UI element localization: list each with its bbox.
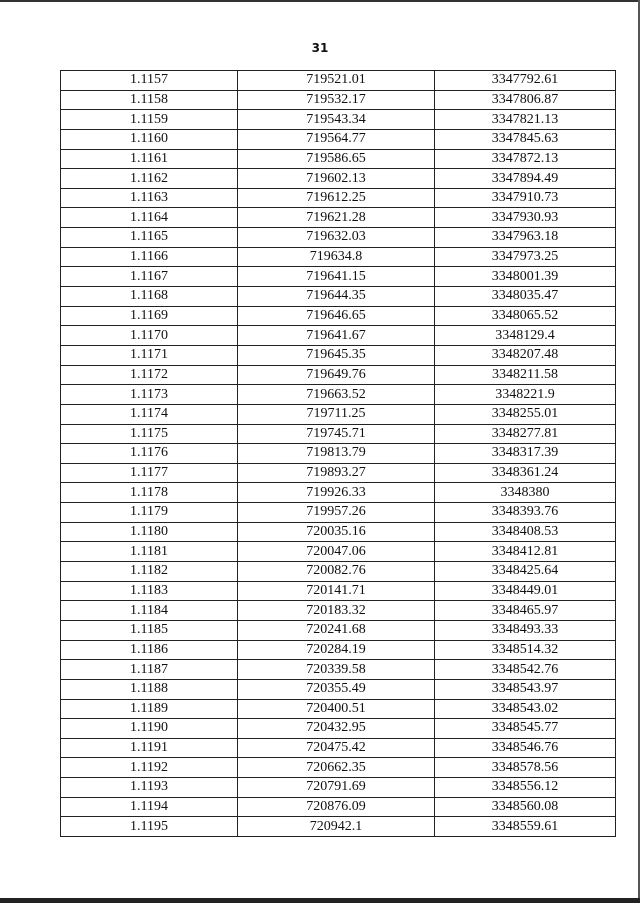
y-coordinate-cell: 3348465.97 [435,601,616,621]
page-edge-top [0,0,640,2]
y-coordinate-cell: 3347910.73 [435,188,616,208]
x-coordinate-cell: 720876.09 [238,797,435,817]
point-id-cell: 1.1160 [61,129,238,149]
x-coordinate-cell: 720183.32 [238,601,435,621]
x-coordinate-cell: 719663.52 [238,385,435,405]
x-coordinate-cell: 720400.51 [238,699,435,719]
y-coordinate-cell: 3347930.93 [435,208,616,228]
point-id-cell: 1.1191 [61,738,238,758]
point-id-cell: 1.1167 [61,267,238,287]
point-id-cell: 1.1178 [61,483,238,503]
table-row [61,228,616,248]
point-id-cell: 1.1161 [61,149,238,169]
y-coordinate-cell: 3348211.58 [435,365,616,385]
x-coordinate-cell: 719602.13 [238,169,435,189]
point-id-cell: 1.1193 [61,778,238,798]
y-coordinate-cell: 3348207.48 [435,345,616,365]
point-id-cell: 1.1190 [61,719,238,739]
x-coordinate-cell: 720791.69 [238,778,435,798]
point-id-cell: 1.1164 [61,208,238,228]
table-row [61,404,616,424]
y-coordinate-cell: 3348560.08 [435,797,616,817]
table-row [61,679,616,699]
y-coordinate-cell: 3348545.77 [435,719,616,739]
table-row [61,188,616,208]
x-coordinate-cell: 720432.95 [238,719,435,739]
table-row [61,169,616,189]
y-coordinate-cell: 3348542.76 [435,660,616,680]
table-row [61,385,616,405]
point-id-cell: 1.1181 [61,542,238,562]
x-coordinate-cell: 719586.65 [238,149,435,169]
point-id-cell: 1.1157 [61,71,238,91]
table-row [61,287,616,307]
y-coordinate-cell: 3347963.18 [435,228,616,248]
point-id-cell: 1.1166 [61,247,238,267]
x-coordinate-cell: 719745.71 [238,424,435,444]
table-row [61,778,616,798]
point-id-cell: 1.1163 [61,188,238,208]
x-coordinate-cell: 719649.76 [238,365,435,385]
y-coordinate-cell: 3347973.25 [435,247,616,267]
y-coordinate-cell: 3348065.52 [435,306,616,326]
x-coordinate-cell: 720339.58 [238,660,435,680]
table-row [61,581,616,601]
y-coordinate-cell: 3348412.81 [435,542,616,562]
x-coordinate-cell: 719632.03 [238,228,435,248]
point-id-cell: 1.1171 [61,345,238,365]
table-row [61,738,616,758]
x-coordinate-cell: 719641.15 [238,267,435,287]
x-coordinate-cell: 719711.25 [238,404,435,424]
y-coordinate-cell: 3348277.81 [435,424,616,444]
x-coordinate-cell: 719957.26 [238,503,435,523]
x-coordinate-cell: 720355.49 [238,679,435,699]
coordinates-table-body [61,71,616,837]
y-coordinate-cell: 3348001.39 [435,267,616,287]
table-row [61,758,616,778]
point-id-cell: 1.1194 [61,797,238,817]
x-coordinate-cell: 719893.27 [238,463,435,483]
table-row [61,444,616,464]
table-row [61,503,616,523]
page-edge-bottom [0,898,640,903]
table-row [61,424,616,444]
y-coordinate-cell: 3348221.9 [435,385,616,405]
x-coordinate-cell: 720284.19 [238,640,435,660]
table-row [61,129,616,149]
table-row [61,71,616,91]
table-row [61,719,616,739]
point-id-cell: 1.1184 [61,601,238,621]
table-row [61,640,616,660]
x-coordinate-cell: 719813.79 [238,444,435,464]
table-row [61,306,616,326]
table-row [61,208,616,228]
x-coordinate-cell: 720241.68 [238,620,435,640]
y-coordinate-cell: 3347821.13 [435,110,616,130]
point-id-cell: 1.1170 [61,326,238,346]
point-id-cell: 1.1186 [61,640,238,660]
table-row [61,601,616,621]
y-coordinate-cell: 3347872.13 [435,149,616,169]
table-row [61,90,616,110]
table-row [61,699,616,719]
point-id-cell: 1.1158 [61,90,238,110]
table-row [61,542,616,562]
x-coordinate-cell: 719532.17 [238,90,435,110]
y-coordinate-cell: 3348578.56 [435,758,616,778]
y-coordinate-cell: 3348546.76 [435,738,616,758]
y-coordinate-cell: 3348129.4 [435,326,616,346]
table-row [61,797,616,817]
x-coordinate-cell: 719646.65 [238,306,435,326]
y-coordinate-cell: 3348514.32 [435,640,616,660]
point-id-cell: 1.1168 [61,287,238,307]
point-id-cell: 1.1180 [61,522,238,542]
point-id-cell: 1.1179 [61,503,238,523]
x-coordinate-cell: 720035.16 [238,522,435,542]
y-coordinate-cell: 3348425.64 [435,562,616,582]
y-coordinate-cell: 3347894.49 [435,169,616,189]
point-id-cell: 1.1175 [61,424,238,444]
table-row [61,620,616,640]
y-coordinate-cell: 3348393.76 [435,503,616,523]
y-coordinate-cell: 3348543.02 [435,699,616,719]
x-coordinate-cell: 719543.34 [238,110,435,130]
y-coordinate-cell: 3348255.01 [435,404,616,424]
y-coordinate-cell: 3347845.63 [435,129,616,149]
table-row [61,149,616,169]
x-coordinate-cell: 719641.67 [238,326,435,346]
page-number: 31 [311,41,329,55]
y-coordinate-cell: 3348380 [435,483,616,503]
table-row [61,463,616,483]
point-id-cell: 1.1162 [61,169,238,189]
coordinates-table [60,70,616,837]
table-row [61,110,616,130]
y-coordinate-cell: 3347806.87 [435,90,616,110]
x-coordinate-cell: 719564.77 [238,129,435,149]
y-coordinate-cell: 3348493.33 [435,620,616,640]
y-coordinate-cell: 3348361.24 [435,463,616,483]
table-row [61,345,616,365]
point-id-cell: 1.1188 [61,679,238,699]
point-id-cell: 1.1172 [61,365,238,385]
point-id-cell: 1.1177 [61,463,238,483]
table-row [61,267,616,287]
table-row [61,483,616,503]
point-id-cell: 1.1187 [61,660,238,680]
point-id-cell: 1.1182 [61,562,238,582]
x-coordinate-cell: 720082.76 [238,562,435,582]
point-id-cell: 1.1169 [61,306,238,326]
point-id-cell: 1.1173 [61,385,238,405]
y-coordinate-cell: 3348449.01 [435,581,616,601]
x-coordinate-cell: 720141.71 [238,581,435,601]
table-row [61,817,616,837]
point-id-cell: 1.1159 [61,110,238,130]
y-coordinate-cell: 3348543.97 [435,679,616,699]
x-coordinate-cell: 719645.35 [238,345,435,365]
table-row [61,660,616,680]
table-row [61,365,616,385]
x-coordinate-cell: 719926.33 [238,483,435,503]
point-id-cell: 1.1183 [61,581,238,601]
table-row [61,562,616,582]
y-coordinate-cell: 3348317.39 [435,444,616,464]
point-id-cell: 1.1195 [61,817,238,837]
x-coordinate-cell: 719521.01 [238,71,435,91]
x-coordinate-cell: 719612.25 [238,188,435,208]
table-row [61,247,616,267]
y-coordinate-cell: 3348556.12 [435,778,616,798]
y-coordinate-cell: 3348408.53 [435,522,616,542]
x-coordinate-cell: 719621.28 [238,208,435,228]
x-coordinate-cell: 720942.1 [238,817,435,837]
y-coordinate-cell: 3347792.61 [435,71,616,91]
x-coordinate-cell: 719634.8 [238,247,435,267]
x-coordinate-cell: 719644.35 [238,287,435,307]
table-row [61,326,616,346]
point-id-cell: 1.1189 [61,699,238,719]
x-coordinate-cell: 720047.06 [238,542,435,562]
x-coordinate-cell: 720475.42 [238,738,435,758]
y-coordinate-cell: 3348559.61 [435,817,616,837]
x-coordinate-cell: 720662.35 [238,758,435,778]
point-id-cell: 1.1185 [61,620,238,640]
point-id-cell: 1.1174 [61,404,238,424]
point-id-cell: 1.1176 [61,444,238,464]
point-id-cell: 1.1165 [61,228,238,248]
y-coordinate-cell: 3348035.47 [435,287,616,307]
table-row [61,522,616,542]
point-id-cell: 1.1192 [61,758,238,778]
